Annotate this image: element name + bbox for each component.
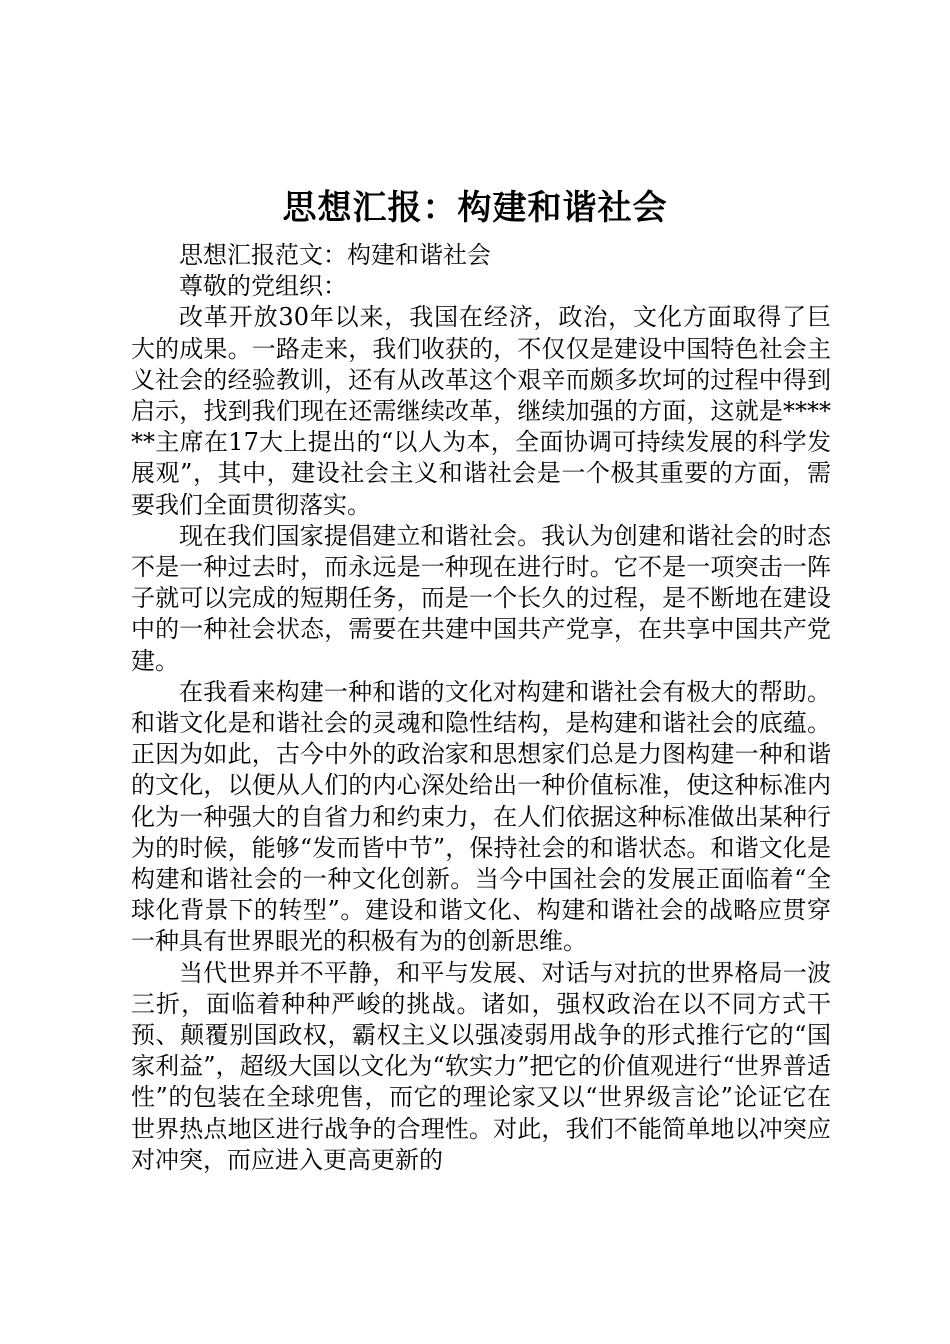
paragraph-subtitle: 思想汇报范文：构建和谐社会: [179, 241, 491, 269]
paragraph: 现在我们国家提倡建立和谐社会。我认为创建和谐社会的时态不是一种过去时，而永远是一种现在进行时。它不是一项突击一阵子就可以完成的短期任务，而是一个长久的过程，是不断地在建设中的一种社会状态，需要在共建中国共产党享，在共享中国共产党建。: [131, 521, 831, 675]
paragraph-salutation: 尊敬的党组织：: [179, 272, 347, 301]
paragraph: 当代世界并不平静，和平与发展、对话与对抗的世界格局一波三折，面临着种种严峻的挑战。诸如，强权政治在以不同方式干预、颠覆别国政权，霸权主义以强凌弱用战争的形式推行它的“国家利益”，超级大国以文化为“软实力”把它的价值观进行“世界普适性”的包装在全球兜售，而它的理论家又以“世界级言论”论证它在世界热点地区进行战争的合理性。对此，我们不能简单地以冲突应对冲突，而应进入更高更新的: [131, 958, 831, 1174]
paragraph: 在我看来构建一种和谐的文化对构建和谐社会有极大的帮助。和谐文化是和谐社会的灵魂和隐性结构，是构建和谐社会的底蕴。正因为如此，古今中外的政治家和思想家们总是力图构建一种和谐的文化，以便从人们的内心深处给出一种价值标准，使这种标准内化为一种强大的自省力和约束力，在人们依据这种标准做出某种行为的时候，能够“发而皆中节”，保持社会的和谐状态。和谐文化是构建和谐社会的一种文化创新。当今中国社会的发展正面临着“全球化背景下的转型”。建设和谐文化、构建和谐社会的战略应贯穿一种具有世界眼光的积极有为的创新思维。: [131, 677, 831, 956]
document-title: 思想汇报：构建和谐社会: [282, 188, 668, 228]
document-body: [131, 240, 831, 1176]
paragraph: 改革开放30年以来，我国在经济，政治，文化方面取得了巨大的成果。一路走来，我们收获的，不仅仅是建设中国特色社会主义社会的经验教训，还有从改革这个艰辛而颇多坎坷的过程中得到启示，找到我们现在还需继续改革，继续加强的方面，这就是******主席在17大上提出的“以人为本，全面协调可持续发展的科学发展观”，其中，建设社会主义和谐社会是一个极其重要的方面，需要我们全面贯彻落实。: [131, 303, 831, 519]
